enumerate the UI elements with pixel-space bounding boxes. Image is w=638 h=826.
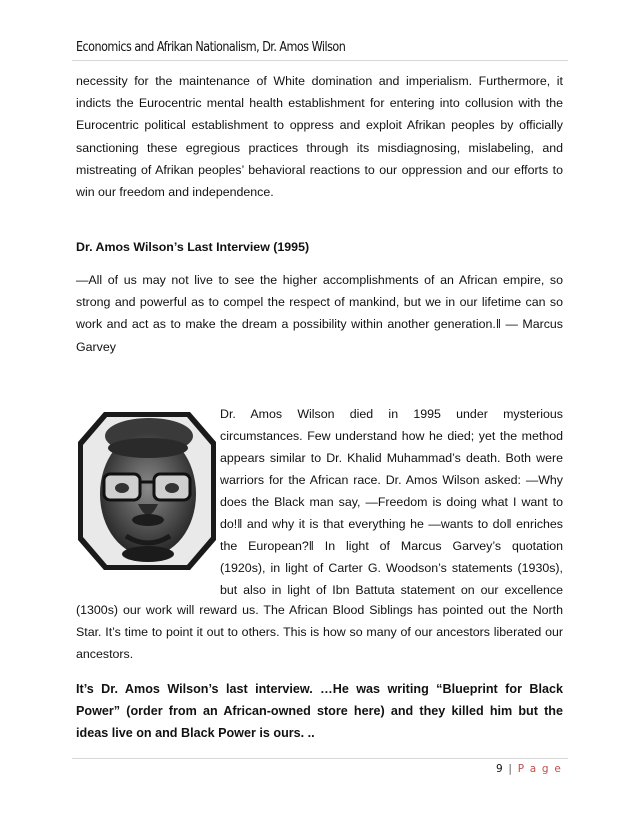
footer-divider [72,758,568,759]
wrap-line-3: appears similar to Dr. Khalid Muhammad’s death. Both were [220,451,563,465]
wrap-line-7: the European?‖ In light of Marcus Garvey’s quotation [220,539,563,553]
body-paragraph-1: necessity for the maintenance of White domination and imperialism. Furthermore, it indicts the Eurocentric mental health establishment for entering into collusion with the Eurocentric political establishment to oppress and exploit Afrikan peoples by officially sanctioning these egregious practices through its misdiagnosing, mislabeling, and mistreating of Afrikan peoples’ behavioral reactions to our oppression and our efforts to win our freedom and independence. [76,74,563,200]
page-footer [496,763,562,775]
wrap-line-9: but also in light of Ibn Battuta statement on our excellence [220,583,563,597]
garvey-quote: ―All of us may not live to see the higher accomplishments of an African empire, so strong and powerful as to compel the respect of mankind, but we in our lifetime can so work and act as to make the dream a possibility within another generation.‖ ― Marcus Garvey [76,273,563,354]
wrap-line-4: warriors for the African race. Dr. Amos Wilson asked: ―Why [220,473,563,487]
wrap-line-5: does the Black man say, ―Freedom is doing what I want to [220,495,563,509]
amos-wilson-portrait [74,408,220,574]
page-label: P a g e [517,763,562,775]
footer-separator: | [508,763,514,775]
body-paragraph-continued: (1300s) our work will reward us. The African Blood Siblings has pointed out the North Star. It’s time to point it out to others. This is how so many of our ancestors liberated our ancestors. [76,603,563,662]
section-heading: Dr. Amos Wilson’s Last Interview (1995) [76,240,310,254]
wrap-line-8: (1920s), in light of Carter G. Woodson’s statements (1930s), [220,561,563,575]
running-header: Economics and Afrikan Nationalism, Dr. Amos Wilson [76,40,346,55]
header-divider [72,60,568,61]
wrap-line-6: do!‖ and why it is that everything he ―wants to do‖ enriches [220,517,563,531]
wrap-line-2: circumstances. Few understand how he died; yet the method [220,429,563,443]
bold-closing-paragraph: It’s Dr. Amos Wilson’s last interview. …He was writing “Blueprint for Black Power” (order from an African-owned store here) and they killed him but the ideas live on and Black Power is ours. .. [76,682,563,741]
wrap-line-1: Dr. Amos Wilson died in 1995 under mysterious [220,407,563,421]
page-number: 9 [495,763,504,775]
